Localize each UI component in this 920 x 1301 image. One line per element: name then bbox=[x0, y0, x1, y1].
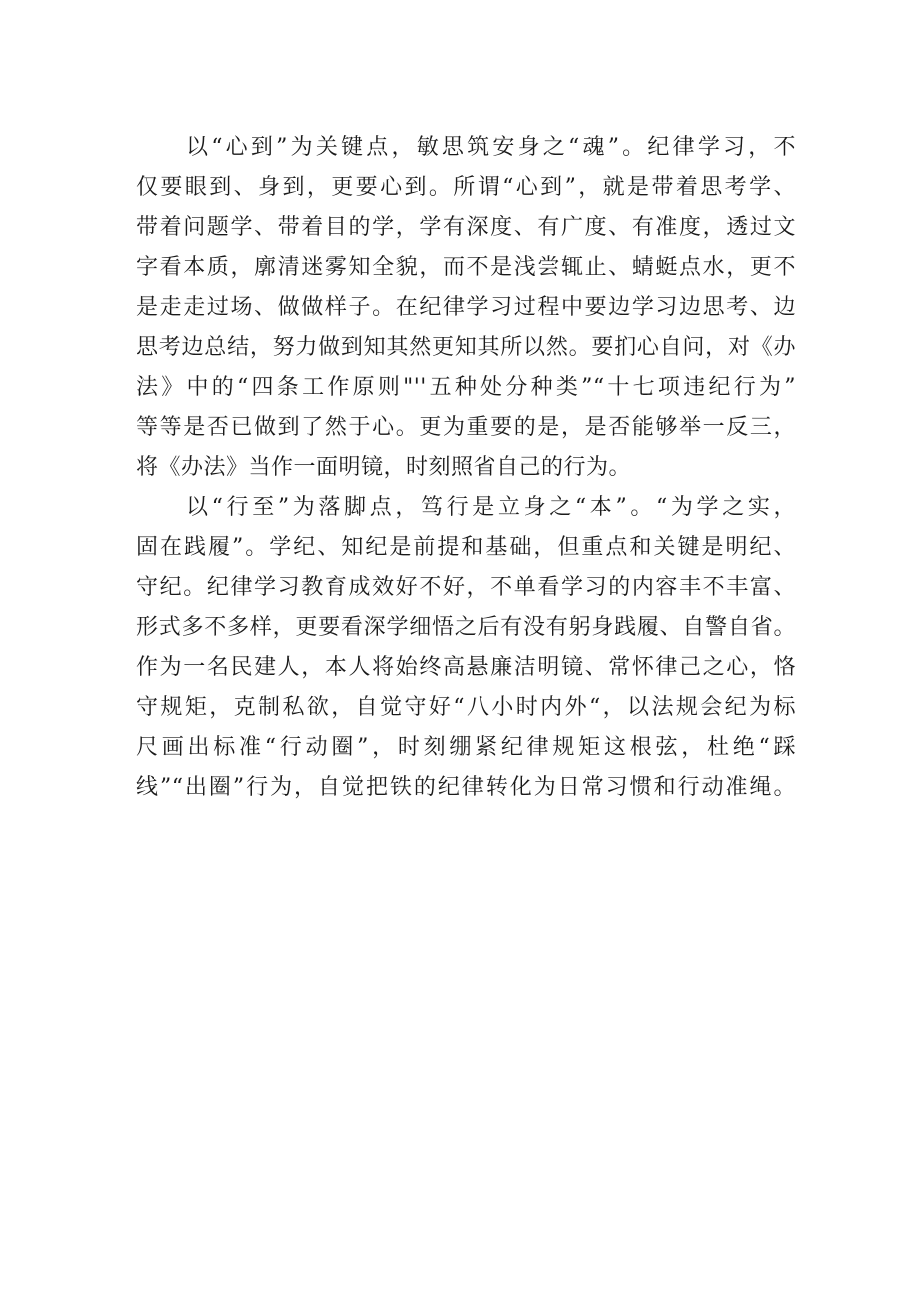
paragraph-2-line-4: 形式多不多样，更要看深学细悟之后有没有躬身践履、自警自省。 bbox=[136, 615, 796, 640]
paragraph-1-line-4: 字看本质，廓清迷雾知全貌，而不是浅尝辄止、蜻蜓点水，更不 bbox=[136, 255, 796, 280]
paragraph-2-line-1: 以“行至”为落脚点，笃行是立身之“本”。“为学之实， bbox=[186, 495, 796, 520]
paragraph-1-line-9: 将《办法》当作一面明镜，时刻照省自己的行为。 bbox=[136, 455, 632, 480]
paragraph-1-line-8: 等等是否已做到了然于心。更为重要的是，是否能够举一反三， bbox=[136, 415, 796, 440]
paragraph-1-line-2: 仅要眼到、身到，更要心到。所谓“心到”，就是带着思考学、 bbox=[136, 175, 796, 200]
paragraph-2-line-3: 守纪。纪律学习教育成效好不好，不单看学习的内容丰不丰富、 bbox=[136, 575, 796, 600]
paragraph-2-line-7: 尺画出标准“行动圈”，时刻绷紧纪律规矩这根弦，杜绝“踩 bbox=[136, 735, 796, 760]
paragraph-2-line-2: 固在践履”。学纪、知纪是前提和基础，但重点和关键是明纪、 bbox=[136, 535, 796, 560]
paragraph-1-line-1: 以“心到”为关键点，敏思筑安身之“魂”。纪律学习，不 bbox=[186, 135, 796, 160]
paragraph-1-line-6: 思考边总结，努力做到知其然更知其所以然。要扪心自问，对《办 bbox=[136, 335, 796, 360]
paragraph-1-line-7: 法》中的“四条工作原则"''五种处分种类”“十七项违纪行为” bbox=[136, 375, 796, 400]
paragraph-1-line-3: 带着问题学、带着目的学，学有深度、有广度、有准度，透过文 bbox=[136, 215, 796, 240]
paragraph-1-line-5: 是走走过场、做做样子。在纪律学习过程中要边学习边思考、边 bbox=[136, 295, 796, 320]
paragraph-2-line-8: 线”“出圈”行为，自觉把铁的纪律转化为日常习惯和行动准绳。 bbox=[136, 775, 796, 800]
paragraph-2-line-6: 守规矩，克制私欲，自觉守好“八小时内外“，以法规会纪为标 bbox=[136, 695, 796, 720]
paragraph-2-line-5: 作为一名民建人，本人将始终高悬廉洁明镜、常怀律己之心，恪 bbox=[136, 655, 796, 680]
